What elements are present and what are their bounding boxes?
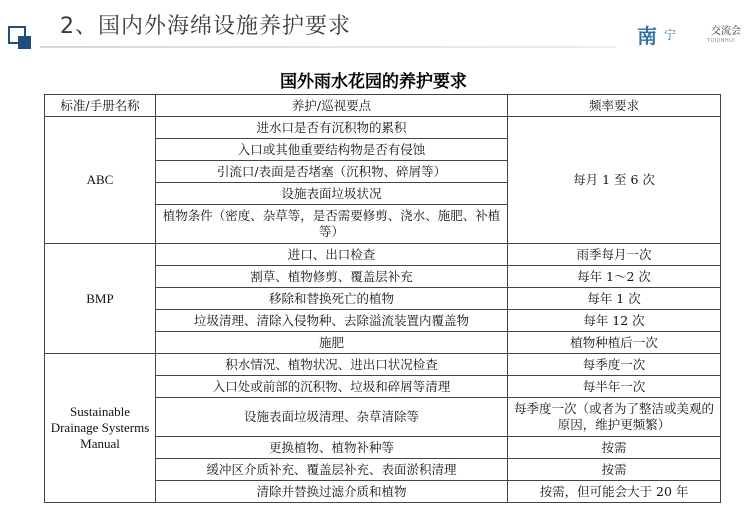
decorative-square-filled [18,36,31,49]
table-cell: 进水口是否有沉积物的累积 [156,117,508,139]
table-header-row [45,95,721,117]
logo-main-glyph: 南 [637,24,657,48]
frequency-cell: 按需，但可能会大于 20 年 [508,481,721,503]
table-cell: 垃圾清理、清除入侵物种、去除溢流装置内覆盖物 [156,310,508,332]
table-cell: 进口、出口检查 [156,244,508,266]
header-points: 养护/巡视要点 [156,95,508,117]
title-underline [40,46,616,48]
table-cell: 更换植物、植物补种等 [156,437,508,459]
frequency-cell: 按需 [508,437,721,459]
frequency-cell: 植物种植后一次 [508,332,721,354]
header-frequency: 频率要求 [508,95,721,117]
maintenance-table [44,94,721,503]
table-cell: 设施表面垃圾状况 [156,183,508,205]
exchange-label: 交流会 [711,26,741,37]
table-cell: 移除和替换死亡的植物 [156,288,508,310]
frequency-cell: 每季度一次 [508,354,721,376]
logo-small-glyph: 宁 [664,28,677,42]
table-row [45,244,721,266]
table-cell: 积水情况、植物状况、进出口状况检查 [156,354,508,376]
table-row [45,354,721,376]
slide-title: 2、国内外海绵设施养护要求 [60,14,351,39]
standard-suds-manual: Sustainable Drainage Systerms Manual [45,354,156,503]
standard-abc: ABC [45,117,156,244]
table-cell: 入口处或前部的沉积物、垃圾和碎屑等清理 [156,376,508,398]
table-row [45,117,721,139]
table-cell: 植物条件（密度、杂草等，是否需要修剪、浇水、施肥、补植等） [156,205,508,244]
table-cell: 割草、植物修剪、覆盖层补充 [156,266,508,288]
frequency-cell: 每季度一次（或者为了整洁或美观的原因，维护更频繁） [508,398,721,437]
frequency-abc: 每月 1 至 6 次 [508,117,721,244]
frequency-cell: 每年 1～2 次 [508,266,721,288]
table-cell: 缓冲区介质补充、覆盖层补充、表面淤积清理 [156,459,508,481]
table-cell: 入口或其他重要结构物是否有侵蚀 [156,139,508,161]
frequency-cell: 每年 12 次 [508,310,721,332]
exchange-label-en: TUIJINHUI [707,38,736,44]
frequency-cell: 每年 1 次 [508,288,721,310]
table-cell: 施肥 [156,332,508,354]
table-title: 国外雨水花园的养护要求 [280,72,467,92]
table-cell: 引流口/表面是否堵塞（沉积物、碎屑等） [156,161,508,183]
header-standard: 标准/手册名称 [45,95,156,117]
nanning-logo [637,20,687,50]
standard-bmp: BMP [45,244,156,354]
frequency-cell: 每半年一次 [508,376,721,398]
table-cell: 清除并替换过滤介质和植物 [156,481,508,503]
table-cell: 设施表面垃圾清理、杂草清除等 [156,398,508,437]
frequency-cell: 按需 [508,459,721,481]
frequency-cell: 雨季每月一次 [508,244,721,266]
